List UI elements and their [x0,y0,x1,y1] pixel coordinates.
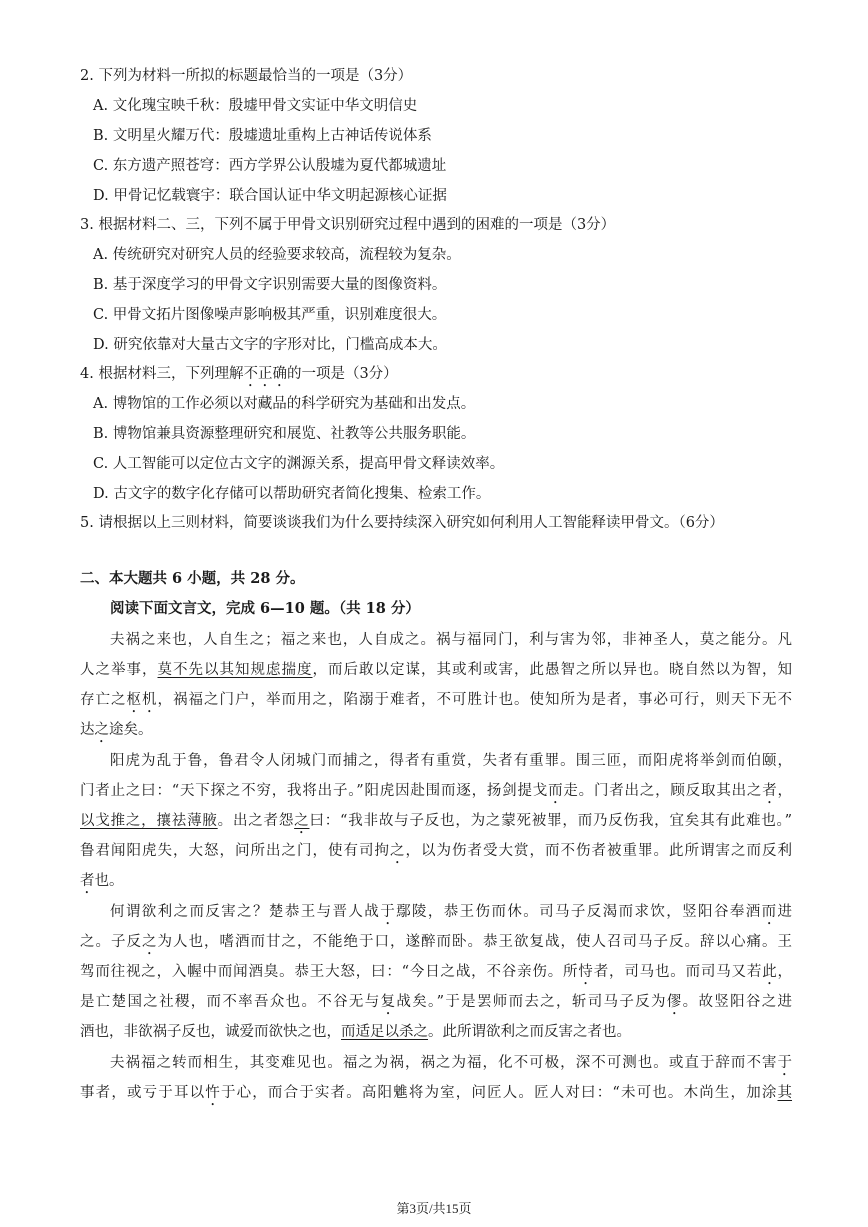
question-2-stem: 2. 下列为材料一所拟的标题最恰当的一项是（3分） [80,68,413,84]
emphasized-word: 者 [80,873,95,889]
emphasized-word: 于 [380,904,397,920]
underlined-phrase: 以戈推之，攘祛薄腋 [80,813,218,829]
text-run: 酒也，非欲祸子反也，诚爱而欲快之也， [80,1024,341,1040]
emphasized-word: 忤 [205,1085,221,1101]
text-run: 也。 [94,873,124,889]
passage-p1-line-1: 夫祸之来也，人自生之；福之来也，人自成之。祸与福同门，利与害为邻，非神圣人，莫之能分。凡 [110,632,792,648]
emphasized-word: 之 [94,722,109,738]
passage-p3-line-4 [80,991,792,1018]
emphasized-word: 枢机 [126,692,158,708]
question-4-option-a: A. 博物馆的工作必须以对藏品的科学研究为基础和出发点。 [93,396,476,412]
question-2-option-d: D. 甲骨记忆载寰宇：联合国认证中华文明起源核心证据 [93,188,447,204]
emphasized-word: 恃 [578,964,594,980]
emphasized-word: 而 [548,783,564,799]
underlined-phrase: 莫不先以其知规虑揣度 [157,662,313,678]
text-run: 走。门者出之，顾反取其出之 [563,783,763,799]
text-run: 事者，或亏于耳以 [80,1085,206,1101]
passage-p3-line-2 [80,931,792,958]
text-run: 存亡之 [80,692,127,708]
question-3-stem: 3. 根据材料二、三，下列不属于甲骨文识别研究过程中遇到的困难的一项是（3分） [80,217,616,233]
emphasized-word: 之 [294,813,310,829]
text-run: 鲁君闻阳虎失，大怒，问所出之门，使有司拘 [80,843,390,859]
question-4-option-c: C. 人工智能可以定位古文字的渊源关系，提高甲骨文释读效率。 [93,456,505,472]
passage-p2-line-3 [80,810,792,837]
question-3-option-a: A. 传统研究对研究人员的经验要求较高，流程较为复杂。 [93,247,461,263]
passage-p1-line-4 [80,719,792,746]
underlined-word: 其 [777,1085,793,1101]
question-4-option-b: B. 博物馆兼具资源整理研究和展览、社教等公共服务职能。 [93,426,476,442]
underlined-phrase: 而适足以杀之 [341,1024,428,1040]
emphasized-word: 之 [142,934,158,950]
question-3-option-b: B. 基于深度学习的甲骨文字识别需要大量的图像资料。 [93,277,447,293]
passage-p1-line-2 [80,659,792,681]
text-run: ，而后敢以定谋，其或利或害，此愚智之所以异也。晓自然以为智，知 [312,662,792,678]
passage-p1-line-3 [80,689,792,716]
passage-p3-line-1 [110,901,792,928]
text-run: 者，司马也。而司马又若 [593,964,763,980]
passage-p2-line-5 [80,870,792,897]
text-run: 何谓欲利之而反害之？楚恭王与晋人战 [110,904,381,920]
passage-p4-line-1 [110,1052,792,1079]
page-number-footer: 第3页/共15页 [396,1201,472,1216]
emphasized-word: 之 [390,843,406,859]
text-run: ，祸福之门户，举而用之，陷溺于难者，不可胜计也。使知所为是者，事必可行，则天下无不 [157,692,792,708]
text-run: 战矣。”于是罢师而去之，斩司马子反为 [396,994,667,1010]
text-run: 夫祸福之转而相生，其变难见也。福之为祸，祸之为福，化不可极，深不可测也。或直于辞而不害 [110,1055,778,1071]
question-4-stem [80,363,398,390]
text-run: 鄢陵，恭王伤而休。司马子反渴而求饮，竖阳谷奉酒 [396,904,762,920]
emphasized-word: 此 [762,964,778,980]
question-4-stem-suffix: 的一项是（3分） [286,366,398,382]
text-run: 人之举事， [80,662,158,678]
emphasized-word: 而 [761,904,778,920]
text-run: 达 [80,722,95,738]
question-4-emphasis: 不正确 [243,366,287,382]
emphasized-word: 者 [762,783,778,799]
text-run: 进 [777,904,793,920]
text-run: 为人也，嗜酒而甘之，不能绝于口，遂醉而卧。恭王欲复战，使人召司马子反。辞以心痛。王 [157,934,792,950]
text-run: 之。子反 [80,934,142,950]
passage-p3-line-5 [80,1021,792,1043]
passage-p3-line-3 [80,961,792,988]
question-2-option-c: C. 东方遗产照苍穹：西方学界公认殷墟为夏代都城遗址 [93,158,447,174]
question-3-option-c: C. 甲骨文拓片图像噪声影响极其严重，识别难度很大。 [93,307,447,323]
text-run: 曰：“我非故与子反也，为之蒙死被罪，而乃反伤我，宜矣其有此难也。” [309,813,793,829]
text-run: 于心，而合于实者。高阳魋将为室，问匠人。匠人对曰：“未可也。木尚生，加涂 [220,1085,778,1101]
passage-p2-line-2 [80,780,792,807]
text-run: 门者止之曰：“天下探之不穷，我将出子。”阳虎因赴围而逐，扬剑提戈 [80,783,549,799]
text-run: 。此所谓欲利之而反害之者也。 [428,1024,631,1040]
section-2-heading: 二、本大题共 6 小题，共 28 分。 [80,570,305,587]
emphasized-word: 于 [777,1055,792,1071]
text-run: ， [777,783,793,799]
passage-p2-line-1: 阳虎为乱于鲁，鲁君令人闭城门而捕之，得者有重赏，失者有重罪。围三匝，而阳虎将举剑而伯颐， [110,753,792,769]
question-2-option-b: B. 文明星火耀万代：殷墟遗址重构上古神话传说体系 [93,128,432,144]
text-run: 。故竖阳谷之进 [682,994,793,1010]
passage-p2-line-4 [80,840,792,867]
question-3-option-d: D. 研究依靠对大量古文字的字形对比，门槛高成本大。 [93,337,447,353]
text-run: 途矣。 [109,722,153,738]
emphasized-word: 僇 [666,994,683,1010]
emphasized-word: 复 [380,994,397,1010]
question-4-stem-prefix: 4. 根据材料三，下列理解 [80,366,244,382]
text-run: ， [777,964,793,980]
question-2-option-a: A. 文化瑰宝映千秋：殷墟甲骨文实证中华文明信史 [93,98,418,114]
text-run: 。出之者怨 [217,813,295,829]
text-run: ，以为伤者受大赏，而不伤者被重罪。此所谓害之而反利 [405,843,792,859]
text-run: 驾而往视之，入幄中而闻酒臭。恭王大怒，曰：“今日之战，不谷亲伤。所 [80,964,579,980]
question-4-option-d: D. 古文字的数字化存储可以帮助研究者简化搜集、检索工作。 [93,486,491,502]
section-2-intro: 阅读下面文言文，完成 6—10 题。（共 18 分） [110,600,420,617]
question-5-stem: 5. 请根据以上三则材料，简要谈谈我们为什么要持续深入研究如何利用人工智能释读甲骨文。（6分） [80,515,724,531]
passage-p4-line-2 [80,1082,792,1109]
text-run: 是亡楚国之社稷，而不率吾众也。不谷无与 [80,994,381,1010]
